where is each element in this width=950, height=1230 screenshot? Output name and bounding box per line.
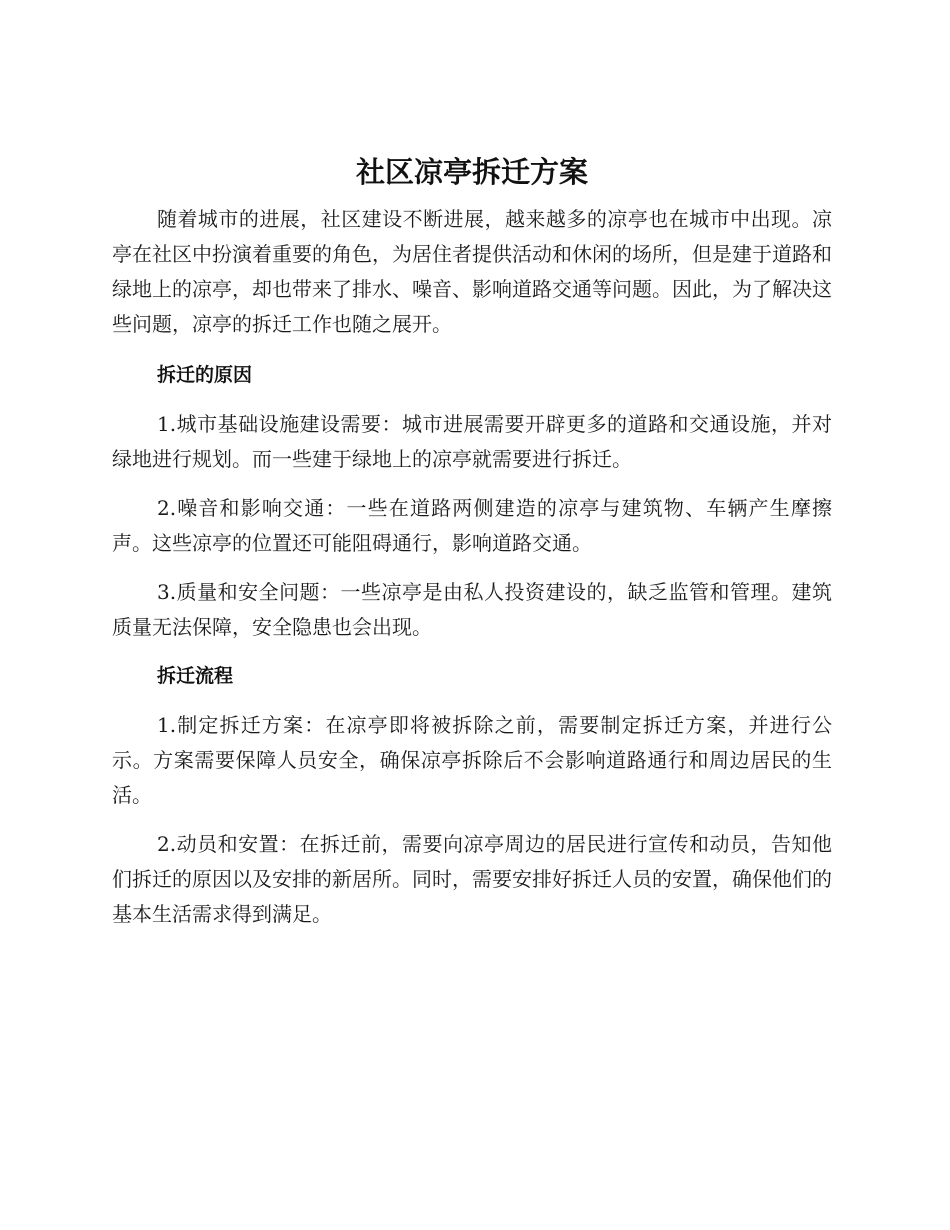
section-heading-process: 拆迁流程 <box>157 665 234 687</box>
process-item-2: 2.动员和安置：在拆迁前，需要向凉亭周边的居民进行宣传和动员，告知他们拆迁的原因以及安排的新居所。同时，需要安排好拆迁人员的安置，确保他们的基本生活需求得到满足。 <box>112 832 832 926</box>
document-page <box>112 150 832 946</box>
section-heading-reasons: 拆迁的原因 <box>157 364 253 386</box>
reason-item-3: 3.质量和安全问题：一些凉亭是由私人投资建设的，缺乏监管和管理。建筑质量无法保障，安全隐患也会出现。 <box>112 580 832 639</box>
document-title: 社区凉亭拆迁方案 <box>355 155 588 189</box>
reason-item-1: 1.城市基础设施建设需要：城市进展需要开辟更多的道路和交通设施，并对绿地进行规划。而一些建于绿地上的凉亭就需要进行拆迁。 <box>112 412 832 471</box>
process-item-1: 1.制定拆迁方案：在凉亭即将被拆除之前，需要制定拆迁方案，并进行公示。方案需要保障人员安全，确保凉亭拆除后不会影响道路通行和周边居民的生活。 <box>112 713 832 807</box>
intro-paragraph: 随着城市的进展，社区建设不断进展，越来越多的凉亭也在城市中出现。凉亭在社区中扮演着重要的角色，为居住者提供活动和休闲的场所，但是建于道路和绿地上的凉亭，却也带来了排水、噪音、影响道路交通等问题。因此，为了解决这些问题，凉亭的拆迁工作也随之展开。 <box>112 207 832 336</box>
reason-item-2: 2.噪音和影响交通：一些在道路两侧建造的凉亭与建筑物、车辆产生摩擦声。这些凉亭的位置还可能阻碍通行，影响道路交通。 <box>112 496 832 555</box>
